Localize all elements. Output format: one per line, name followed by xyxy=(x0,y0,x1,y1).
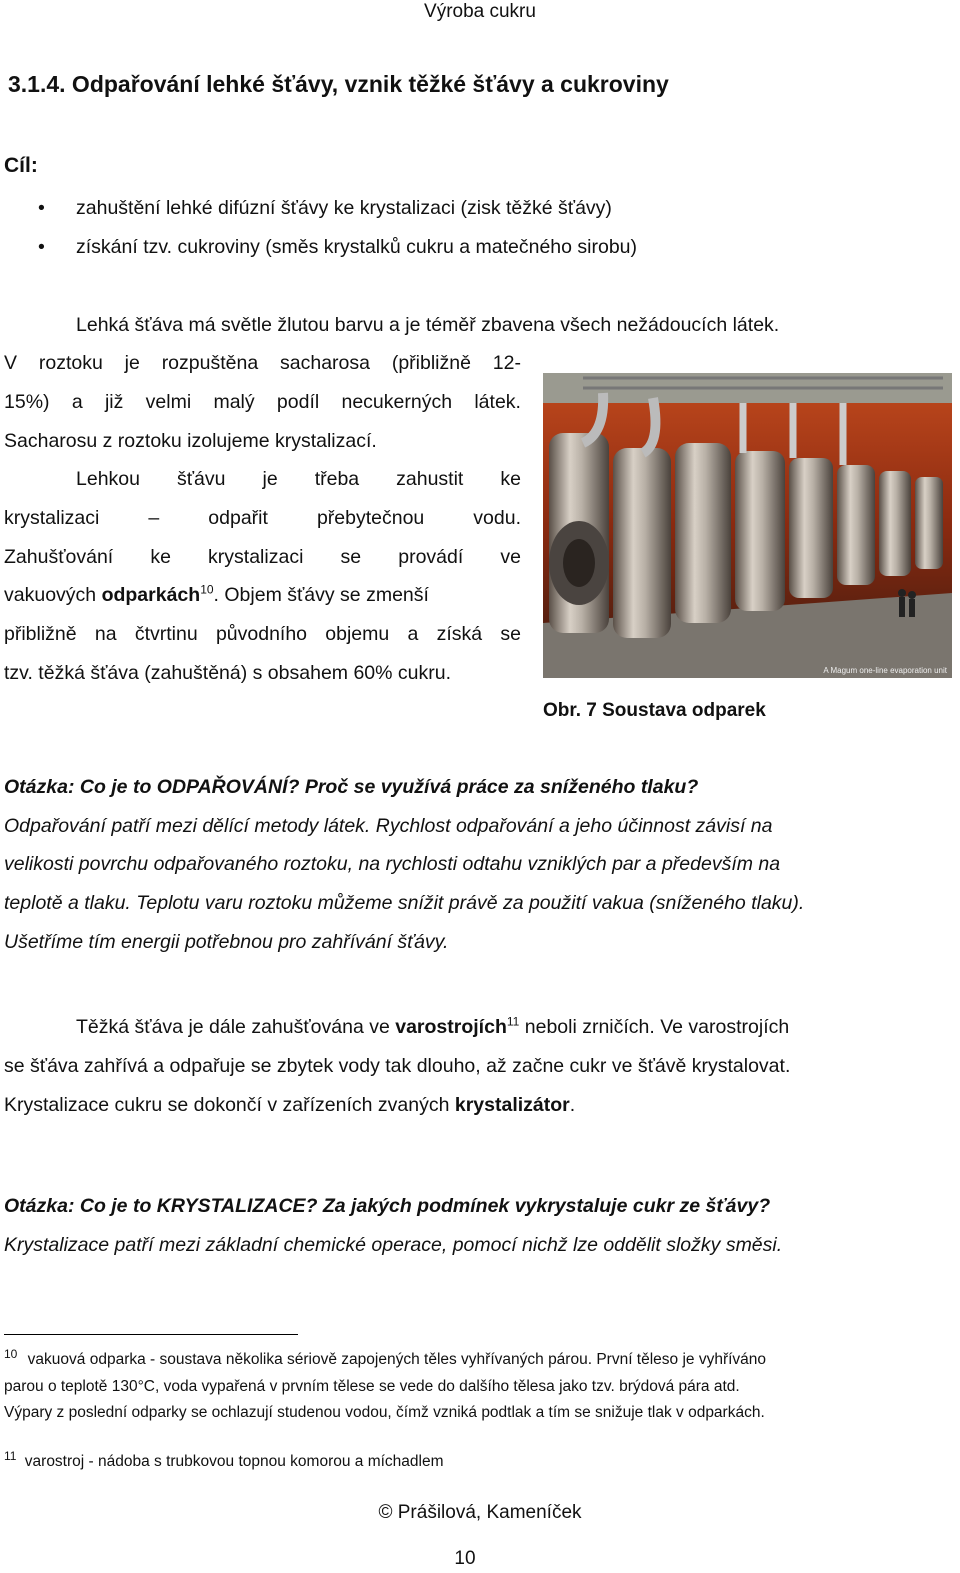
goal-item: • získání tzv. cukroviny (směs krystalků cukru a matečného sirobu) xyxy=(38,236,637,258)
footer-authors: © Prášilová, Kameníček xyxy=(378,1502,582,1523)
figure-caption: Obr. 7 Soustava odparek xyxy=(543,700,766,721)
para1-line: 15%) a již velmi malý podíl necukerných látek. xyxy=(4,391,521,413)
term-varostrojich: varostrojích xyxy=(395,1016,507,1038)
goal-item: • zahuštění lehké difúzní šťávy ke krystalizaci (zisk těžké šťávy) xyxy=(38,197,612,219)
footnote-10: $^{10}$ vakuová odparka - soustava několika sériově zapojených těles vyhřívaných párou. První těleso je vyhříváno xyxy=(4,1346,767,1368)
para1-line: Zahušťování ke krystalizaci se provádí ve xyxy=(4,546,521,568)
running-header: Výroba cukru xyxy=(424,1,536,22)
footnote-separator xyxy=(4,1334,298,1335)
page-number: 10 xyxy=(454,1548,476,1569)
footnote-11: $^{11}$ varostroj - nádoba s trubkovou topnou komorou a míchadlem xyxy=(4,1448,444,1470)
footnote-line: Výpary z poslední odparky se ochlazují studenou vodou, čímž vzniká podtlak a tím se snižuje tlak v odparkách. xyxy=(4,1404,765,1421)
para1-line: Sacharosu z roztoku izolujeme krystalizací. xyxy=(4,430,377,452)
footnote-ref[interactable]: 11 xyxy=(506,1014,520,1029)
para1-line: tzv. těžká šťáva (zahuštěná) s obsahem 60% cukru. xyxy=(4,662,451,684)
answer-line: Krystalizace patří mezi základní chemické operace, pomocí nichž lze oddělit složky směsi. xyxy=(4,1234,783,1256)
para1-line: vakuových odparkách$^{10}$. Objem šťávy se zmenší xyxy=(4,582,429,606)
para2-line: se šťáva zahřívá a odpařuje se zbytek vody tak dlouho, až začne cukr ve šťávě krystalovat. xyxy=(4,1055,791,1077)
para2-line: Těžká šťáva je dále zahušťována ve varostrojích$^{11}$ neboli zrničích. Ve varostrojích xyxy=(76,1014,790,1038)
answer-line: velikosti povrchu odpařovaného roztoku, na rychlosti odtahu vzniklých par a především na xyxy=(4,853,781,875)
footnote-line: parou o teplotě 130°C, voda vypařená v prvním tělese se vede do dalšího tělesa jako tzv. brýdová pára atd. xyxy=(4,1378,740,1395)
bullet-icon: • xyxy=(38,197,45,219)
para1-line: V roztoku je rozpuštěna sacharosa (přibližně 12- xyxy=(4,352,521,374)
bullet-icon: • xyxy=(38,236,45,258)
answer-line: Ušetříme tím energii potřebnou pro zahřívání šťávy. xyxy=(4,931,449,953)
evaporator-photo xyxy=(543,373,952,678)
answer-line: Odpařování patří mezi dělící metody látek. Rychlost odpařování a jeho účinnost závisí na xyxy=(4,815,773,837)
para1-line: Lehká šťáva má světle žlutou barvu a je téměř zbavena všech nežádoucích látek. xyxy=(76,314,780,336)
photo-inset-caption: A Magum one-line evaporation unit xyxy=(823,666,947,675)
section-heading: 3.1.4. Odpařování lehké šťávy, vznik těžké šťávy a cukroviny xyxy=(8,71,669,97)
answer-line: teplotě a tlaku. Teplotu varu roztoku můžeme snížit právě za použití vakua (sníženého tlaku). xyxy=(4,892,805,914)
term-krystalizator: krystalizátor xyxy=(454,1094,570,1116)
footnote-ref[interactable]: 10 xyxy=(200,582,214,597)
para2-line: Krystalizace cukru se dokončí v zařízeních zvaných krystalizátor. xyxy=(4,1094,576,1116)
question-1: Otázka: Co je to ODPAŘOVÁNÍ? Proč se využívá práce za sníženého tlaku? xyxy=(4,776,699,798)
term-odparkach: odparkách xyxy=(101,584,201,606)
para1-line: přibližně na čtvrtinu původního objemu a získá se xyxy=(4,623,521,645)
goal-label: Cíl: xyxy=(4,154,38,177)
question-2: Otázka: Co je to KRYSTALIZACE? Za jakých podmínek vykrystaluje cukr ze šťávy? xyxy=(4,1195,771,1217)
para1-line: Lehkou šťávu je třeba zahustit ke xyxy=(76,468,521,490)
para1-line: krystalizaci – odpařit přebytečnou vodu. xyxy=(4,507,521,529)
